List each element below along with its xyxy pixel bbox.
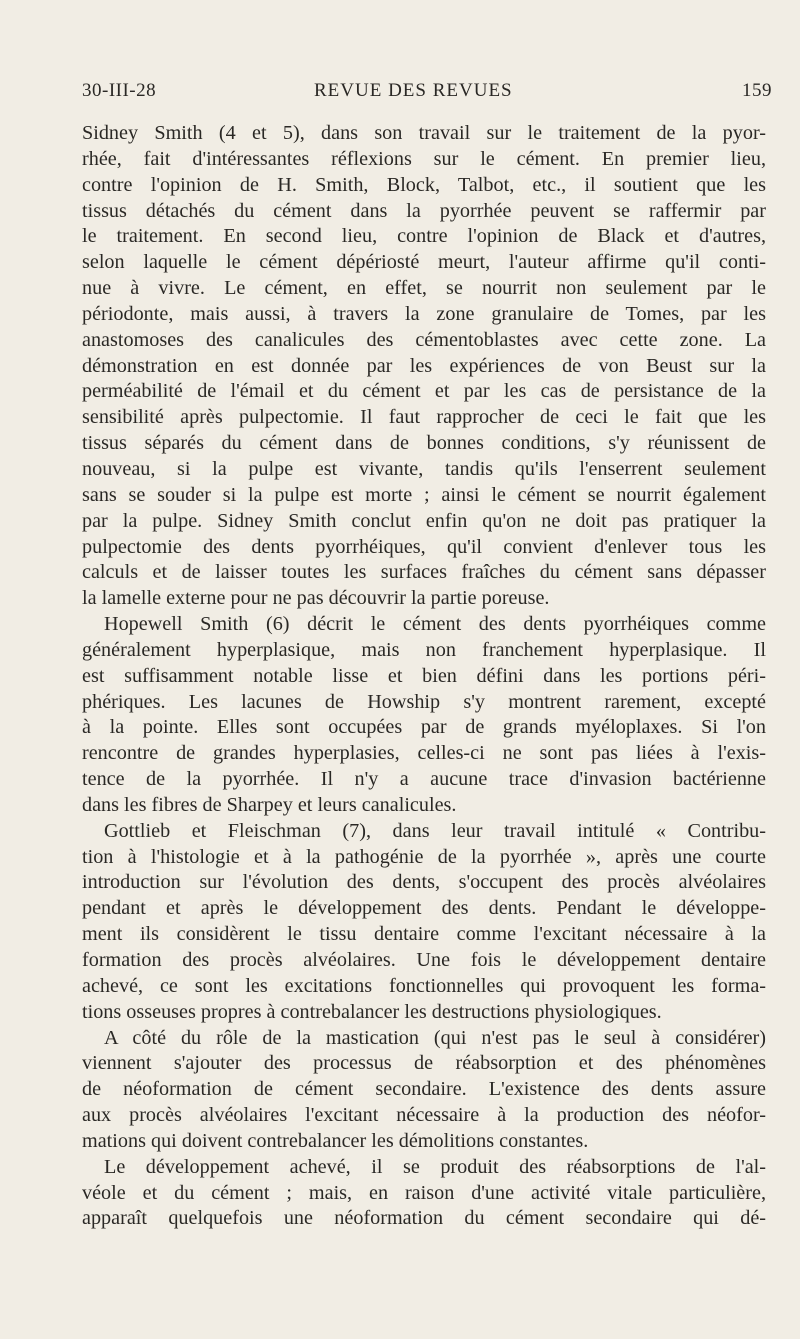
text-line: selon laquelle le cément dépériosté meurt, l'auteur affirme qu'il conti- — [82, 251, 766, 274]
text-line: sensibilité après pulpectomie. Il faut rapprocher de ceci le fait que les — [82, 406, 766, 429]
text-line: formation des procès alvéolaires. Une fois le développement dentaire — [82, 949, 766, 971]
paragraph — [82, 1026, 766, 1155]
text-line: anastomoses des canalicules des cémentoblastes avec cette zone. La — [82, 328, 766, 351]
text-line: Hopewell Smith (6) décrit le cément des dents pyorrhéiques comme — [104, 613, 766, 636]
text-line: Gottlieb et Fleischman (7), dans leur travail intitulé « Contribu- — [104, 819, 766, 842]
paragraph — [82, 819, 766, 1026]
text-line: dans les fibres de Sharpey et leurs canalicules. — [82, 793, 457, 816]
text-line: phériques. Les lacunes de Howship s'y montrent rarement, excepté — [82, 690, 766, 713]
text-line: tissus séparés du cément dans de bonnes conditions, s'y réunissent de — [82, 432, 766, 455]
text-line: introduction sur l'évolution des dents, s'occupent des procès alvéolaires — [82, 871, 766, 894]
text-line: pendant et après le développement des dents. Pendant le développe- — [82, 897, 766, 920]
text-line: calculs et de laisser toutes les surfaces fraîches du cément sans dépasser — [82, 561, 766, 584]
text-line: à la pointe. Elles sont occupées par de grands myéloplaxes. Si l'on — [82, 716, 766, 739]
text-line: contre l'opinion de H. Smith, Block, Talbot, etc., il soutient que les — [82, 173, 766, 196]
page-number: 159 — [742, 80, 772, 101]
text-line: nouveau, si la pulpe est vivante, tandis qu'ils l'enserrent seulement — [82, 457, 766, 480]
text-line: le traitement. En second lieu, contre l'opinion de Black et d'autres, — [82, 225, 766, 248]
text-line: aux procès alvéolaires l'excitant nécessaire à la production des néofor- — [82, 1104, 766, 1127]
header-date: 30-III-28 — [82, 80, 157, 101]
text-line: tion à l'histologie et à la pathogénie de la pyorrhée », après une courte — [82, 845, 766, 868]
text-line: perméabilité de l'émail et du cément et par les cas de persistance de la — [82, 380, 766, 403]
text-line: véole et du cément ; mais, en raison d'une activité vitale particulière, — [82, 1181, 766, 1204]
header-title: REVUE DES REVUES — [314, 80, 513, 101]
text-line: Le développement achevé, il se produit des réabsorptions de l'al- — [104, 1155, 766, 1178]
text-line: sans se souder si la pulpe est morte ; ainsi le cément se nourrit également — [82, 483, 766, 506]
text-line: rencontre de grandes hyperplasies, celles-ci ne sont pas liées à l'exis- — [82, 742, 766, 765]
paragraph — [82, 612, 766, 819]
text-line: est suffisamment notable lisse et bien défini dans les portions péri- — [82, 664, 766, 687]
text-line: mations qui doivent contrebalancer les démolitions constantes. — [82, 1129, 589, 1152]
text-line: viennent s'ajouter des processus de réabsorption et des phénomènes — [82, 1052, 766, 1075]
paragraph — [82, 121, 766, 612]
text-line: tions osseuses propres à contrebalancer les destructions physiologiques. — [82, 1000, 662, 1023]
text-line: Sidney Smith (4 et 5), dans son travail sur le traitement de la pyor- — [82, 122, 766, 144]
paragraph — [82, 1155, 766, 1233]
text-line: tence de la pyorrhée. Il n'y a aucune trace d'invasion bactérienne — [82, 768, 766, 791]
text-line: par la pulpe. Sidney Smith conclut enfin qu'on ne doit pas pratiquer la — [82, 509, 766, 532]
text-line: nue à vivre. Le cément, en effet, se nourrit non seulement par le — [82, 277, 766, 300]
text-line: tissus détachés du cément dans la pyorrhée peuvent se raffermir par — [82, 199, 766, 222]
running-header — [82, 80, 772, 110]
text-line: généralement hyperplasique, mais non franchement hyperplasique. Il — [82, 638, 766, 661]
text-line: de néoformation de cément secondaire. L'existence des dents assure — [82, 1078, 766, 1101]
text-line: ment ils considèrent le tissu dentaire comme l'excitant nécessaire à la — [82, 923, 766, 946]
text-line: périodonte, mais aussi, à travers la zone granulaire de Tomes, par les — [82, 302, 766, 325]
text-line: pulpectomie des dents pyorrhéiques, qu'il convient d'enlever tous les — [82, 535, 766, 558]
body-text — [82, 121, 766, 1232]
text-line: la lamelle externe pour ne pas découvrir la partie poreuse. — [82, 587, 550, 610]
text-line: rhée, fait d'intéressantes réflexions sur le cément. En premier lieu, — [82, 147, 766, 170]
text-line: apparaît quelquefois une néoformation du cément secondaire qui dé- — [82, 1207, 766, 1230]
text-line: démonstration en est donnée par les expériences de von Beust sur la — [82, 354, 766, 377]
text-line: achevé, ce sont les excitations fonctionnelles qui provoquent les forma- — [82, 974, 766, 997]
text-line: A côté du rôle de la mastication (qui n'est pas le seul à considérer) — [104, 1026, 766, 1049]
